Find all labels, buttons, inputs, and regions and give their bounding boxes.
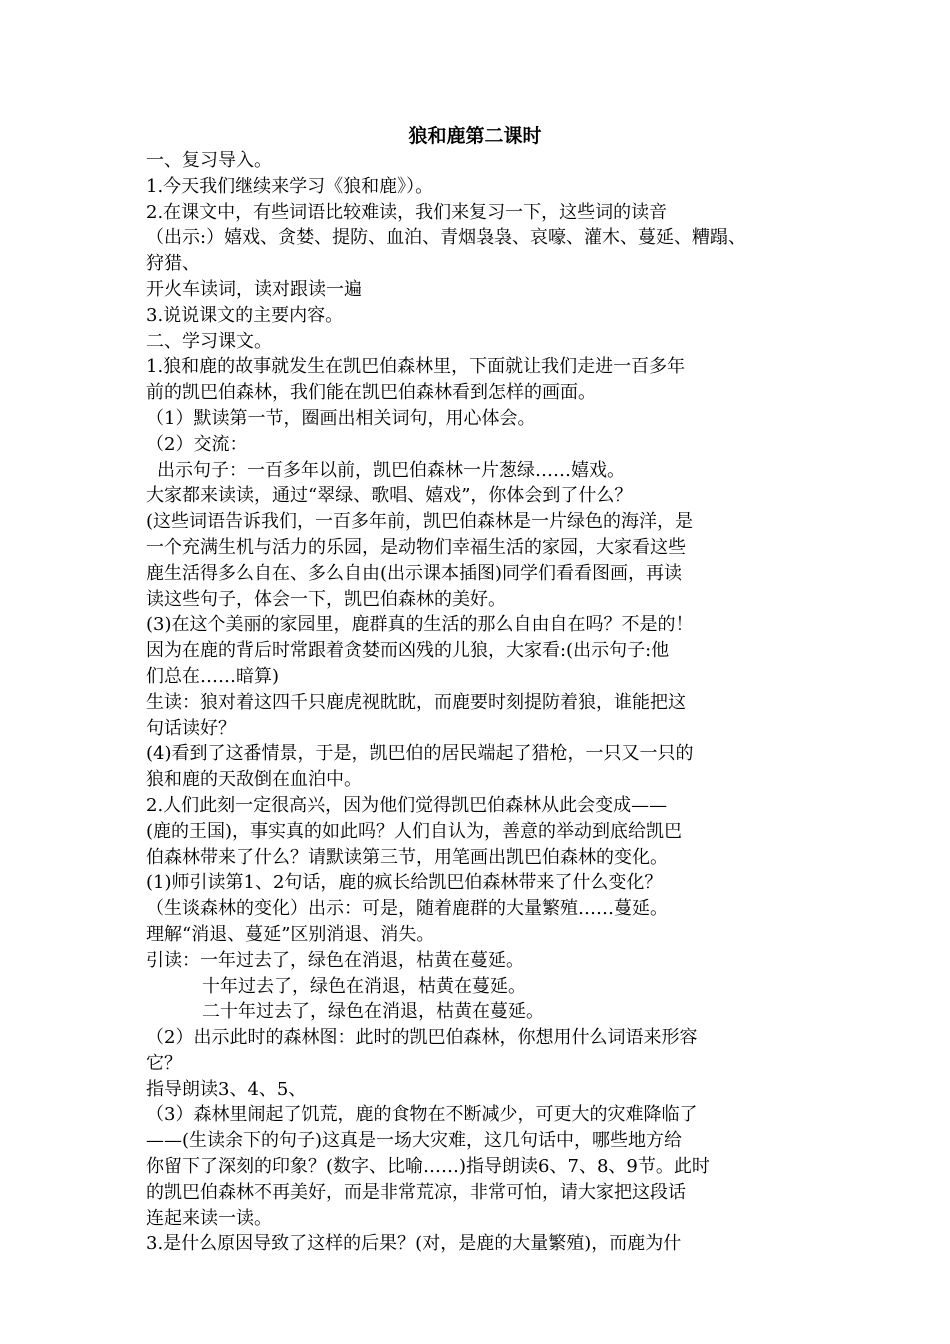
- paragraph-line: 3.是什么原因导致了这样的后果？(对，是鹿的大量繁殖)，而鹿为什: [146, 1233, 682, 1255]
- paragraph-line: 句话读好？: [146, 717, 236, 739]
- paragraph-line: ——(生读余下的句子)这真是一场大灾难，这几句话中，哪些地方给: [146, 1130, 683, 1152]
- paragraph-line: （3）森林里闹起了饥荒，鹿的食物在不断减少，可更大的灾难降临了: [146, 1104, 698, 1126]
- paragraph-line: 3.说说课文的主要内容。: [146, 304, 344, 326]
- paragraph-line: 二十年过去了，绿色在消退，枯黄在蔓延。: [202, 1001, 544, 1023]
- paragraph-line: 一个充满生机与活力的乐园，是动物们幸福生活的家园，大家看这些: [146, 536, 686, 558]
- paragraph-line: 连起来读一读。: [146, 1207, 272, 1229]
- paragraph-line: （1）默读第一节，圈画出相关词句，用心体会。: [146, 407, 536, 429]
- paragraph-line: 狩猎、: [146, 253, 200, 275]
- paragraph-line: 它？: [146, 1052, 182, 1074]
- paragraph-line: 出示句子：一百多年以前，凯巴伯森林一片葱绿……嬉戏。: [157, 459, 625, 481]
- paragraph-line: (鹿的王国)，事实真的如此吗？人们自认为，善意的举动到底给凯巴: [146, 820, 683, 842]
- paragraph-line: 开火车读词，读对跟读一遍: [146, 278, 362, 300]
- paragraph-line: 2.人们此刻一定很高兴，因为他们觉得凯巴伯森林从此会变成——: [146, 794, 668, 816]
- paragraph-line: 2.在课文中，有些词语比较难读，我们来复习一下，这些词的读音: [146, 201, 668, 223]
- paragraph-line: 伯森林带来了什么？请默读第三节，用笔画出凯巴伯森林的变化。: [146, 846, 668, 868]
- paragraph-line: 生读：狼对着这四千只鹿虎视眈眈，而鹿要时刻提防着狼，谁能把这: [146, 691, 686, 713]
- paragraph-line: 读这些句子，体会一下，凯巴伯森林的美好。: [146, 588, 506, 610]
- paragraph-line: (这些词语告诉我们，一百多年前，凯巴伯森林是一片绿色的海洋，是: [146, 511, 694, 533]
- paragraph-line: 你留下了深刻的印象？(数字、比喻……)指导朗读6、7、8、9节。此时: [146, 1156, 710, 1178]
- paragraph-line: 狼和鹿的天敌倒在血泊中。: [146, 769, 362, 791]
- paragraph-line: （2）出示此时的森林图：此时的凯巴伯森林，你想用什么词语来形容: [146, 1027, 698, 1049]
- paragraph-line: (3)在这个美丽的家园里，鹿群真的生活的那么自由自在吗？不是的！: [146, 614, 694, 636]
- paragraph-line: (1)师引读第1、2句话，鹿的疯长给凯巴伯森林带来了什么变化？: [146, 872, 663, 894]
- paragraph-line: （2）交流：: [146, 433, 248, 455]
- paragraph-line: 因为在鹿的背后时常跟着贪婪而凶残的儿狼，大家看:(出示句子:他: [146, 640, 670, 662]
- document-body: [146, 148, 814, 1257]
- document-title: 狼和鹿第二课时: [408, 125, 542, 147]
- paragraph-line: 引读：一年过去了，绿色在消退，枯黄在蔓延。: [146, 949, 524, 971]
- paragraph-line: 大家都来读读，通过“翠绿、歌唱、嬉戏”，你体会到了什么？: [146, 485, 633, 507]
- paragraph-line: 二、学习课文。: [146, 330, 272, 352]
- paragraph-line: 十年过去了，绿色在消退，枯黄在蔓延。: [202, 975, 526, 997]
- paragraph-line: （出示:）嬉戏、贪婪、提防、血泊、青烟袅袅、哀嚎、灌木、蔓延、糟蹋、: [146, 227, 747, 249]
- paragraph-line: 1.狼和鹿的故事就发生在凯巴伯森林里，下面就让我们走进一百多年: [146, 356, 686, 378]
- paragraph-line: 们总在……暗算): [146, 665, 280, 687]
- paragraph-line: (4)看到了这番情景，于是，凯巴伯的居民端起了猎枪，一只又一只的: [146, 743, 694, 765]
- paragraph-line: 的凯巴伯森林不再美好，而是非常荒凉，非常可怕，请大家把这段话: [146, 1181, 686, 1203]
- paragraph-line: （生谈森林的变化）出示：可是，随着鹿群的大量繁殖……蔓延。: [146, 898, 668, 920]
- paragraph-line: 指导朗读3、4、5、: [146, 1078, 307, 1100]
- paragraph-line: 前的凯巴伯森林，我们能在凯巴伯森林看到怎样的画面。: [146, 382, 596, 404]
- paragraph-line: 1.今天我们继续来学习《狼和鹿》）。: [146, 175, 434, 197]
- paragraph-line: 鹿生活得多么自在、多么自由(出示课本插图)同学们看看图画，再读: [146, 562, 683, 584]
- paragraph-line: 理解“消退、蔓延”区别消退、消失。: [146, 923, 435, 945]
- paragraph-line: 一、复习导入。: [146, 150, 272, 171]
